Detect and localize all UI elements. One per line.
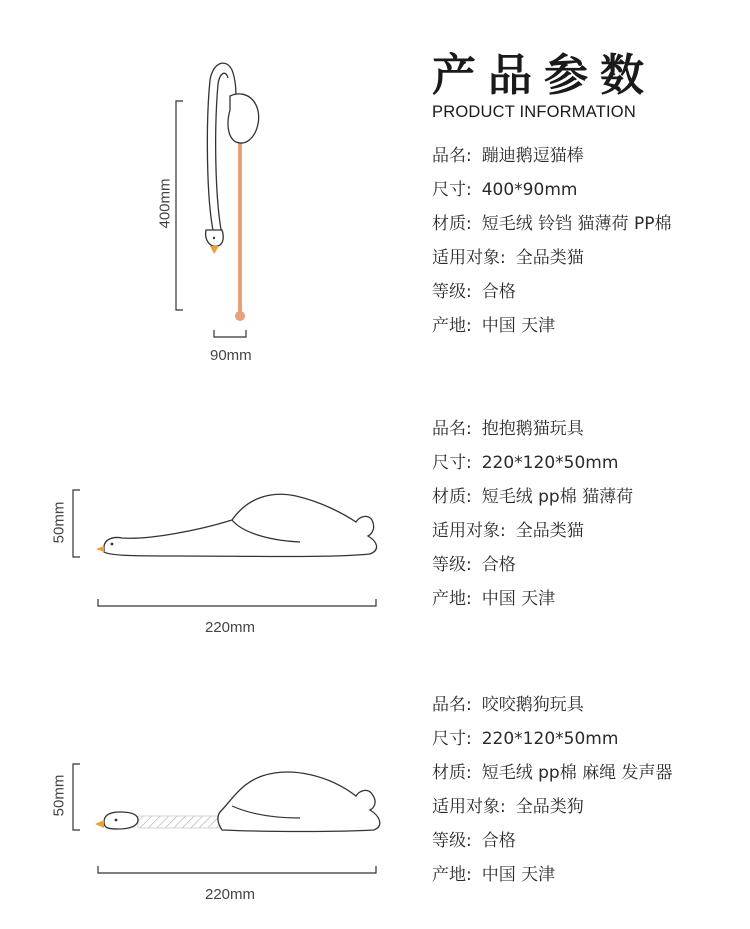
goose-body	[218, 772, 380, 831]
goose-beak	[95, 820, 104, 828]
height-label: 400mm	[156, 178, 174, 229]
spec-row: 尺寸: 220*120*50mm	[432, 453, 619, 473]
spec-row: 品名: 咬咬鹅狗玩具	[432, 695, 584, 715]
spec-row: 等级: 合格	[432, 282, 516, 302]
height-dimension-line	[73, 764, 80, 830]
height-label: 50mm	[50, 501, 68, 544]
spec-row: 材质: 短毛绒 pp棉 猫薄荷	[432, 487, 634, 507]
width-dimension-line	[98, 866, 376, 873]
spec-row: 品名: 抱抱鹅猫玩具	[432, 419, 584, 439]
spec-row: 等级: 合格	[432, 831, 516, 851]
spec-list	[432, 688, 673, 892]
spec-row: 品名: 蹦迪鹅逗猫棒	[432, 146, 584, 166]
spec-row: 产地: 中国 天津	[432, 316, 556, 336]
width-label: 220mm	[205, 886, 256, 903]
rope-neck	[138, 816, 220, 828]
spec-row: 适用对象: 全品类狗	[432, 797, 584, 817]
spec-row: 适用对象: 全品类猫	[432, 248, 584, 268]
spec-row: 材质: 短毛绒 铃铛 猫薄荷 PP棉	[432, 214, 672, 234]
spec-row: 尺寸: 400*90mm	[432, 180, 578, 200]
goose-head	[104, 812, 138, 829]
spec-row: 等级: 合格	[432, 555, 516, 575]
width-label: 220mm	[205, 619, 256, 636]
spec-row: 产地: 中国 天津	[432, 589, 556, 609]
page-title: 产品参数	[432, 50, 656, 101]
spec-row: 尺寸: 220*120*50mm	[432, 729, 619, 749]
spec-row: 适用对象: 全品类猫	[432, 521, 584, 541]
spec-row: 材质: 短毛绒 pp棉 麻绳 发声器	[432, 763, 673, 783]
spec-row: 产地: 中国 天津	[432, 865, 556, 885]
height-label: 50mm	[50, 774, 68, 817]
goose-eye	[115, 819, 118, 822]
width-label: 90mm	[210, 347, 252, 364]
page-subtitle: PRODUCT INFORMATION	[432, 103, 636, 121]
